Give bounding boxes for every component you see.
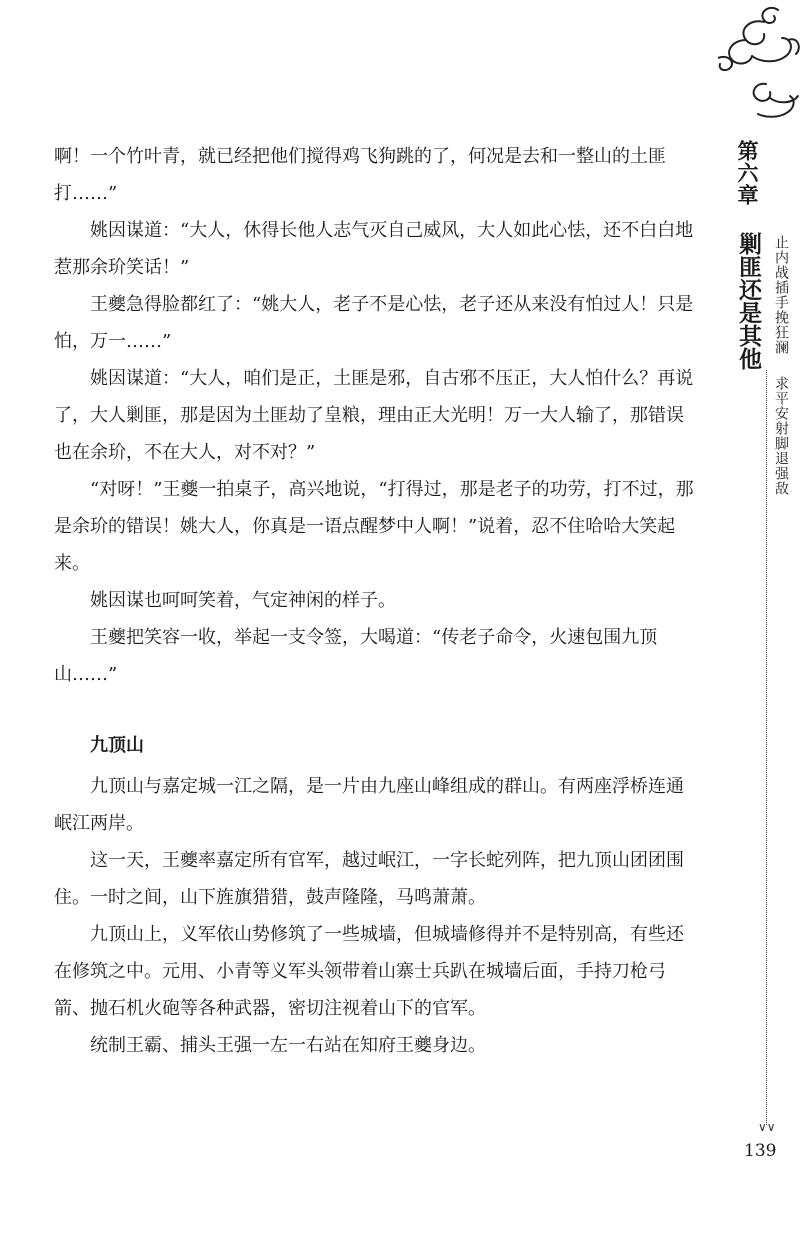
paragraph: 姚因谋也呵呵笑着，气定神闲的样子。: [90, 590, 396, 611]
paragraph: “对呀！”王夔一拍桌子，高兴地说，“打得过，那是老子的功劳，打不过，那是余玠的错误！姚大人，你真是一语点醒梦中人啊！”说着，忍不住哈哈大笑起来。: [54, 479, 694, 574]
paragraph: 九顶山上，义军依山势修筑了一些城墙，但城墙修得并不是特别高，有些还在修筑之中。元用、小青等义军头领带着山寨士兵趴在城墙后面，手持刀枪弓箭、抛石机火砲等各种武器，密切注视着山下的官军。: [54, 924, 684, 1019]
chapter-subtitle-1: 止内战插手挽狂澜: [773, 235, 789, 355]
paragraph: 啊！一个竹叶青，就已经把他们搅得鸡飞狗跳的了，何况是去和一整山的土匪打……”: [54, 146, 666, 204]
paragraph: 这一天，王夔率嘉定所有官军，越过岷江，一字长蛇列阵，把九顶山团团围住。一时之间，山下旌旗猎猎，鼓声隆隆，马鸣萧萧。: [54, 850, 684, 908]
chevron-down-icon: ∨∨: [758, 1120, 776, 1134]
dotted-divider: [766, 370, 767, 1125]
chapter-subtitle-2: 求平安射脚退强敌: [773, 376, 789, 496]
paragraph: 姚因谋道：“大人，咱们是正，土匪是邪，自古邪不压正，大人怕什么？再说了，大人剿匪，那是因为土匪劫了皇粮，理由正大光明！万一大人输了，那错误也在余玠，不在大人，对不对？”: [54, 368, 694, 463]
chapter-number: 第六章: [735, 140, 760, 206]
paragraph: 九顶山与嘉定城一江之隔，是一片由九座山峰组成的群山。有两座浮桥连通岷江两岸。: [54, 776, 684, 834]
section-heading: 九顶山: [90, 735, 144, 756]
body-text: [54, 138, 694, 1064]
cloud-ornament-icon: [718, 0, 800, 130]
paragraph: 统制王霸、捕头王强一左一右站在知府王夔身边。: [90, 1035, 486, 1056]
paragraph: 王夔急得脸都红了：“姚大人，老子不是心怯，老子还从来没有怕过人！只是怕，万一……”: [54, 294, 694, 352]
paragraph: 王夔把笑容一收，举起一支令签，大喝道：“传老子命令，火速包围九顶山……”: [54, 627, 658, 685]
paragraph: 姚因谋道：“大人，休得长他人志气灭自己威风，大人如此心怯，还不白白地惹那余玠笑话！”: [54, 220, 694, 278]
chapter-margin: [718, 0, 800, 1243]
chapter-title: 剿匪还是其他: [735, 232, 762, 370]
page-number: 139: [744, 1141, 777, 1161]
